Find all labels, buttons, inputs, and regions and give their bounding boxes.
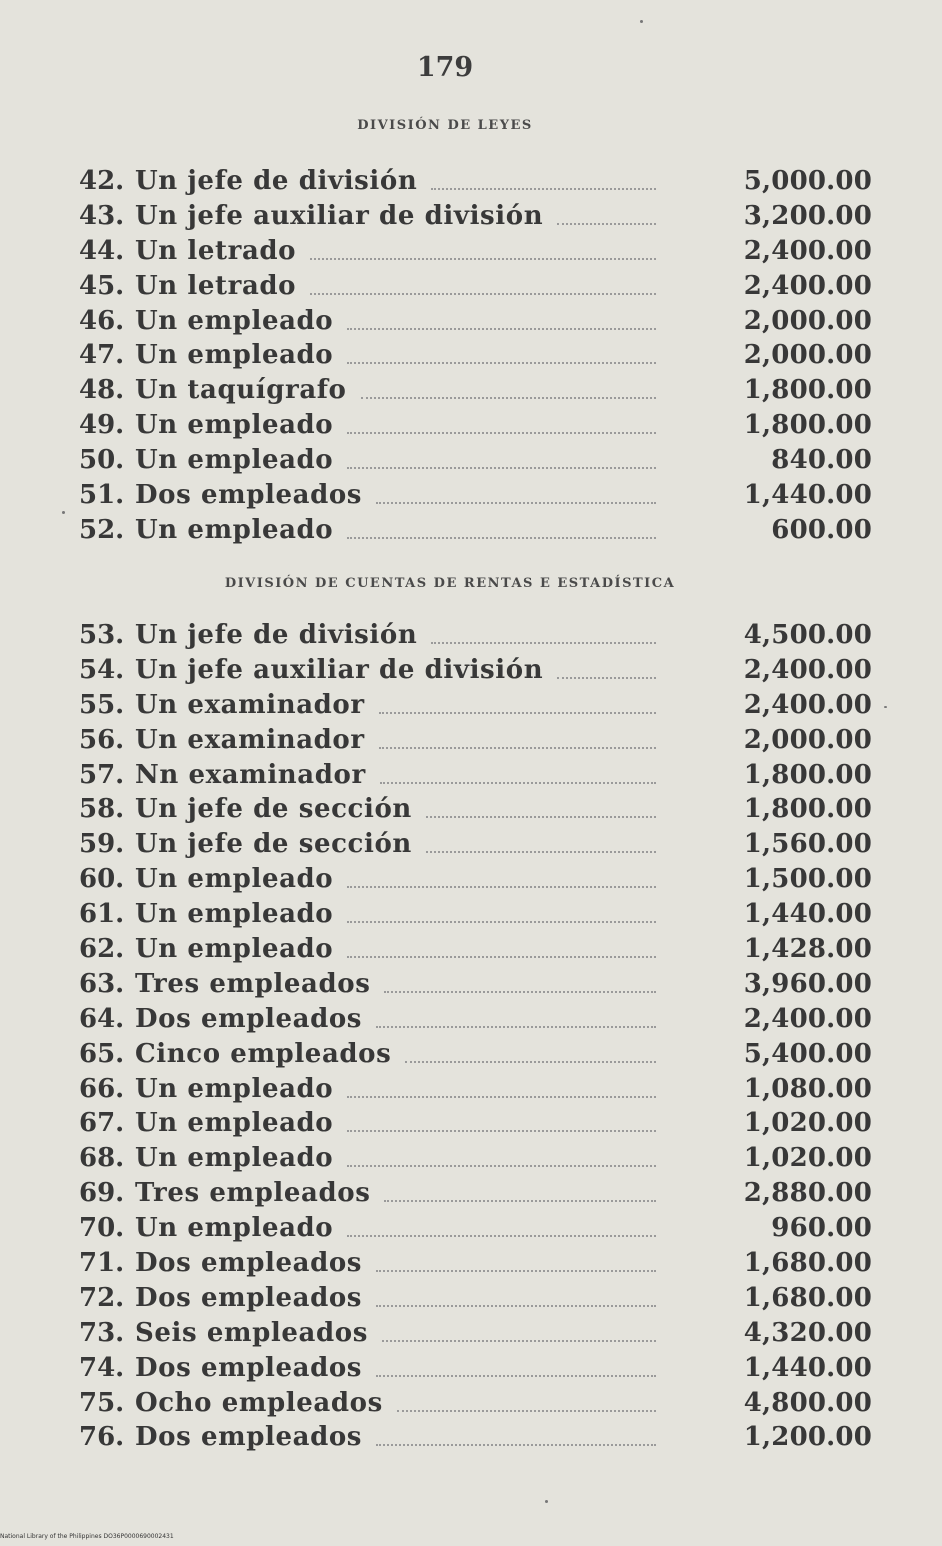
entry-amount: 1,800.00 xyxy=(743,375,872,406)
entry-number: 59. xyxy=(79,829,125,860)
entry-description: Un empleado xyxy=(135,410,334,441)
entry-number: 47. xyxy=(79,340,125,371)
dot-leader xyxy=(347,884,656,888)
entry-row xyxy=(0,201,942,236)
entry-row xyxy=(0,306,942,341)
entry-number: 48. xyxy=(79,375,125,406)
entry-amount: 2,400.00 xyxy=(743,270,872,301)
entry-amount: 1,440.00 xyxy=(743,1352,872,1383)
dot-leader xyxy=(347,535,656,539)
footer-credit: National Library of the Philippines DO36P0000690002431 xyxy=(0,1533,174,1540)
entry-row xyxy=(0,1178,942,1213)
entry-description: Un examinador xyxy=(135,724,365,755)
entry-description: Un empleado xyxy=(135,1143,334,1174)
entry-description: Un empleado xyxy=(135,1108,334,1139)
entry-number: 43. xyxy=(79,200,125,231)
dot-leader xyxy=(557,221,656,225)
entry-description: Un examinador xyxy=(135,689,365,720)
entry-number: 58. xyxy=(79,794,125,825)
entry-description: Un empleado xyxy=(135,1213,334,1244)
dot-leader xyxy=(426,849,656,853)
entry-amount: 2,400.00 xyxy=(743,654,872,685)
dot-leader xyxy=(379,710,656,714)
entry-description: Tres empleados xyxy=(135,968,371,999)
entry-row xyxy=(0,760,942,795)
print-speck xyxy=(62,511,65,514)
entry-row xyxy=(0,794,942,829)
entry-number: 64. xyxy=(79,1003,125,1034)
entry-description: Tres empleados xyxy=(135,1178,371,1209)
entry-row xyxy=(0,1318,942,1353)
entry-amount: 2,000.00 xyxy=(743,340,872,371)
entry-number: 54. xyxy=(79,654,125,685)
entry-number: 49. xyxy=(79,410,125,441)
entry-row xyxy=(0,1074,942,1109)
dot-leader xyxy=(310,256,656,260)
entry-amount: 4,320.00 xyxy=(743,1317,872,1348)
dot-leader xyxy=(347,465,656,469)
entry-amount: 5,000.00 xyxy=(743,166,872,196)
dot-leader xyxy=(347,954,656,958)
dot-leader xyxy=(347,1094,656,1098)
entry-number: 55. xyxy=(79,689,125,720)
entry-row xyxy=(0,480,942,515)
entry-amount: 5,400.00 xyxy=(743,1038,872,1069)
entry-number: 52. xyxy=(79,514,125,545)
print-speck xyxy=(884,706,887,708)
entry-description: Un taquígrafo xyxy=(135,375,347,406)
dot-leader xyxy=(431,186,656,190)
entry-number: 67. xyxy=(79,1108,125,1139)
entry-row xyxy=(0,899,942,934)
entry-description: Un letrado xyxy=(135,270,297,301)
print-speck xyxy=(640,20,643,23)
entry-number: 70. xyxy=(79,1213,125,1244)
entry-amount: 1,800.00 xyxy=(743,410,872,441)
entry-amount: 2,400.00 xyxy=(743,689,872,720)
dot-leader xyxy=(384,989,656,993)
entry-number: 62. xyxy=(79,934,125,965)
entry-number: 60. xyxy=(79,864,125,895)
entry-number: 71. xyxy=(79,1248,125,1279)
dot-leader xyxy=(347,1233,656,1237)
entry-description: Dos empleados xyxy=(135,480,363,511)
entry-amount: 1,080.00 xyxy=(743,1073,872,1104)
dot-leader xyxy=(376,500,656,504)
entry-amount: 1,440.00 xyxy=(743,899,872,930)
entry-amount: 1,500.00 xyxy=(743,864,872,895)
dot-leader xyxy=(310,291,656,295)
dot-leader xyxy=(361,395,656,399)
entry-description: Un empleado xyxy=(135,305,334,336)
entry-row xyxy=(0,690,942,725)
dot-leader xyxy=(384,1198,656,1202)
entry-row xyxy=(0,271,942,306)
entry-number: 46. xyxy=(79,305,125,336)
entry-row xyxy=(0,1422,942,1457)
entry-number: 63. xyxy=(79,968,125,999)
entry-number: 68. xyxy=(79,1143,125,1174)
entry-number: 61. xyxy=(79,899,125,930)
entry-row xyxy=(0,1283,942,1318)
dot-leader xyxy=(376,1268,656,1272)
dot-leader xyxy=(426,814,656,818)
dot-leader xyxy=(382,1338,656,1342)
entries-list-division-de-leyes xyxy=(0,166,942,550)
entry-number: 53. xyxy=(79,620,125,650)
entry-description: Un jefe de sección xyxy=(135,829,412,860)
entry-number: 57. xyxy=(79,759,125,790)
entry-row xyxy=(0,340,942,375)
entry-amount: 2,000.00 xyxy=(743,305,872,336)
entry-description: Seis empleados xyxy=(135,1317,368,1348)
entry-amount: 2,400.00 xyxy=(743,235,872,266)
entry-row xyxy=(0,969,942,1004)
entry-row xyxy=(0,1004,942,1039)
entry-amount: 2,400.00 xyxy=(743,1003,872,1034)
entry-description: Un jefe auxiliar de división xyxy=(135,654,544,685)
entry-row xyxy=(0,655,942,690)
dot-leader xyxy=(376,1024,656,1028)
entry-row xyxy=(0,1213,942,1248)
entry-description: Dos empleados xyxy=(135,1282,363,1313)
entry-number: 65. xyxy=(79,1038,125,1069)
page-number: 179 xyxy=(416,52,474,83)
entry-number: 72. xyxy=(79,1282,125,1313)
dot-leader xyxy=(347,1163,656,1167)
entry-number: 76. xyxy=(79,1422,125,1453)
entry-amount: 4,800.00 xyxy=(743,1387,872,1418)
entry-row xyxy=(0,829,942,864)
entry-description: Un empleado xyxy=(135,340,334,371)
entry-row xyxy=(0,445,942,480)
entry-amount: 1,560.00 xyxy=(743,829,872,860)
entry-number: 73. xyxy=(79,1317,125,1348)
print-speck xyxy=(545,1500,548,1503)
entry-description: Un empleado xyxy=(135,445,334,476)
dot-leader xyxy=(376,1373,656,1377)
entry-description: Dos empleados xyxy=(135,1003,363,1034)
entry-row xyxy=(0,934,942,969)
entry-description: Un empleado xyxy=(135,864,334,895)
dot-leader xyxy=(347,326,656,330)
dot-leader xyxy=(347,360,656,364)
entries-list-division-de-cuentas xyxy=(0,620,942,1457)
dot-leader xyxy=(557,675,656,679)
entry-description: Dos empleados xyxy=(135,1422,363,1453)
entry-row xyxy=(0,166,942,201)
entry-number: 51. xyxy=(79,480,125,511)
entry-amount: 4,500.00 xyxy=(743,620,872,650)
entry-row xyxy=(0,1108,942,1143)
entry-row xyxy=(0,410,942,445)
entry-number: 44. xyxy=(79,235,125,266)
dot-leader xyxy=(397,1408,656,1412)
entry-number: 66. xyxy=(79,1073,125,1104)
entry-row xyxy=(0,375,942,410)
entry-row xyxy=(0,725,942,760)
entry-amount: 3,960.00 xyxy=(743,968,872,999)
entry-amount: 600.00 xyxy=(771,514,872,545)
entry-row xyxy=(0,864,942,899)
entry-row xyxy=(0,515,942,550)
entry-amount: 840.00 xyxy=(771,445,872,476)
entry-description: Dos empleados xyxy=(135,1248,363,1279)
entry-number: 69. xyxy=(79,1178,125,1209)
entry-number: 50. xyxy=(79,445,125,476)
entry-number: 45. xyxy=(79,270,125,301)
entry-amount: 1,020.00 xyxy=(743,1108,872,1139)
entry-description: Nn examinador xyxy=(135,759,366,790)
dot-leader xyxy=(376,1303,656,1307)
entry-description: Un empleado xyxy=(135,899,334,930)
entry-description: Ocho empleados xyxy=(135,1387,383,1418)
entry-row xyxy=(0,620,942,655)
dot-leader xyxy=(347,430,656,434)
dot-leader xyxy=(431,640,656,644)
dot-leader xyxy=(405,1059,656,1063)
entry-row xyxy=(0,1143,942,1178)
entry-description: Un jefe auxiliar de división xyxy=(135,200,544,231)
entry-amount: 960.00 xyxy=(771,1213,872,1244)
dot-leader xyxy=(379,745,656,749)
section-heading-division-de-cuentas: DIVISIÓN DE CUENTAS DE RENTAS E ESTADÍSTICA xyxy=(224,576,676,591)
entry-amount: 1,680.00 xyxy=(743,1248,872,1279)
entry-description: Un letrado xyxy=(135,235,297,266)
dot-leader xyxy=(347,1128,656,1132)
entry-description: Un jefe de división xyxy=(135,166,418,196)
entry-amount: 3,200.00 xyxy=(743,200,872,231)
entry-amount: 1,800.00 xyxy=(743,794,872,825)
entry-description: Cinco empleados xyxy=(135,1038,392,1069)
entry-amount: 1,440.00 xyxy=(743,480,872,511)
entry-amount: 2,000.00 xyxy=(743,724,872,755)
entry-amount: 1,020.00 xyxy=(743,1143,872,1174)
entry-number: 56. xyxy=(79,724,125,755)
entry-description: Un jefe de división xyxy=(135,620,418,650)
entry-description: Dos empleados xyxy=(135,1352,363,1383)
entry-amount: 1,428.00 xyxy=(743,934,872,965)
entry-row xyxy=(0,1388,942,1423)
entry-amount: 1,200.00 xyxy=(743,1422,872,1453)
entry-row xyxy=(0,1248,942,1283)
section-heading-division-de-leyes: DIVISIÓN DE LEYES xyxy=(357,118,533,133)
entry-description: Un empleado xyxy=(135,1073,334,1104)
entry-number: 74. xyxy=(79,1352,125,1383)
dot-leader xyxy=(347,919,656,923)
entry-row xyxy=(0,1353,942,1388)
entry-description: Un empleado xyxy=(135,514,334,545)
dot-leader xyxy=(380,780,656,784)
entry-description: Un empleado xyxy=(135,934,334,965)
entry-row xyxy=(0,1039,942,1074)
entry-amount: 1,680.00 xyxy=(743,1282,872,1313)
entry-description: Un jefe de sección xyxy=(135,794,412,825)
entry-row xyxy=(0,236,942,271)
entry-number: 42. xyxy=(79,166,125,196)
dot-leader xyxy=(376,1442,656,1446)
entry-amount: 1,800.00 xyxy=(743,759,872,790)
entry-number: 75. xyxy=(79,1387,125,1418)
entry-amount: 2,880.00 xyxy=(743,1178,872,1209)
